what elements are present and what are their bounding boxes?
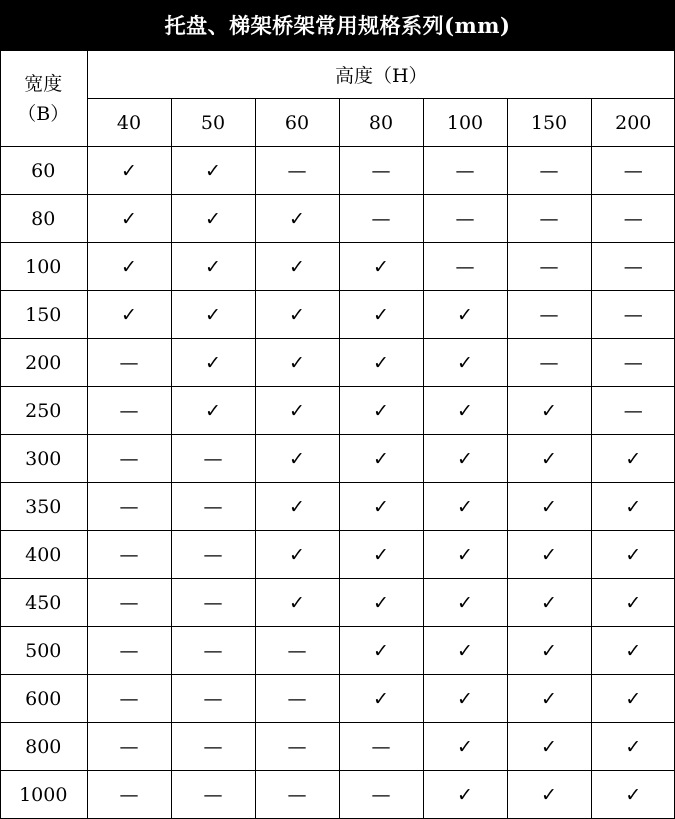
spec-body	[0, 147, 675, 819]
unavailable-dash-mark: —	[507, 339, 591, 387]
height-column-header: 100	[423, 99, 507, 147]
unavailable-dash-mark: —	[507, 195, 591, 243]
unavailable-dash-mark: —	[591, 195, 675, 243]
available-check-mark: ✓	[423, 771, 507, 819]
width-value-cell: 500	[0, 627, 87, 675]
width-value-cell: 350	[0, 483, 87, 531]
available-check-mark: ✓	[87, 243, 171, 291]
unavailable-dash-mark: —	[255, 147, 339, 195]
unavailable-dash-mark: —	[171, 675, 255, 723]
available-check-mark: ✓	[171, 339, 255, 387]
available-check-mark: ✓	[339, 339, 423, 387]
available-check-mark: ✓	[255, 339, 339, 387]
unavailable-dash-mark: —	[87, 723, 171, 771]
width-value-cell: 60	[0, 147, 87, 195]
unavailable-dash-mark: —	[591, 291, 675, 339]
width-value-cell: 400	[0, 531, 87, 579]
available-check-mark: ✓	[339, 675, 423, 723]
width-header-cell	[0, 51, 87, 147]
width-value-cell: 800	[0, 723, 87, 771]
header-row-heights	[0, 99, 675, 147]
available-check-mark: ✓	[339, 579, 423, 627]
unavailable-dash-mark: —	[171, 531, 255, 579]
unavailable-dash-mark: —	[171, 627, 255, 675]
unavailable-dash-mark: —	[339, 771, 423, 819]
width-value-cell: 200	[0, 339, 87, 387]
available-check-mark: ✓	[255, 291, 339, 339]
available-check-mark: ✓	[507, 531, 591, 579]
unavailable-dash-mark: —	[591, 147, 675, 195]
available-check-mark: ✓	[423, 579, 507, 627]
height-column-header: 50	[171, 99, 255, 147]
available-check-mark: ✓	[255, 195, 339, 243]
available-check-mark: ✓	[339, 291, 423, 339]
unavailable-dash-mark: —	[507, 243, 591, 291]
height-column-header: 80	[339, 99, 423, 147]
width-value-cell: 150	[0, 291, 87, 339]
available-check-mark: ✓	[339, 627, 423, 675]
available-check-mark: ✓	[423, 723, 507, 771]
unavailable-dash-mark: —	[339, 147, 423, 195]
available-check-mark: ✓	[255, 483, 339, 531]
available-check-mark: ✓	[87, 291, 171, 339]
available-check-mark: ✓	[339, 435, 423, 483]
table-row	[0, 435, 675, 483]
unavailable-dash-mark: —	[171, 435, 255, 483]
unavailable-dash-mark: —	[255, 771, 339, 819]
width-value-cell: 600	[0, 675, 87, 723]
width-value-cell: 300	[0, 435, 87, 483]
height-column-header: 150	[507, 99, 591, 147]
available-check-mark: ✓	[507, 771, 591, 819]
width-value-cell: 100	[0, 243, 87, 291]
available-check-mark: ✓	[171, 243, 255, 291]
unavailable-dash-mark: —	[87, 579, 171, 627]
table-row	[0, 147, 675, 195]
unavailable-dash-mark: —	[591, 339, 675, 387]
unavailable-dash-mark: —	[87, 531, 171, 579]
height-column-header: 40	[87, 99, 171, 147]
available-check-mark: ✓	[591, 531, 675, 579]
available-check-mark: ✓	[171, 291, 255, 339]
table-title: 托盘、梯架桥架常用规格系列(mm)	[0, 0, 675, 50]
table-row	[0, 195, 675, 243]
unavailable-dash-mark: —	[87, 483, 171, 531]
header-row-height	[0, 51, 675, 99]
table-row	[0, 771, 675, 819]
unavailable-dash-mark: —	[507, 291, 591, 339]
available-check-mark: ✓	[171, 147, 255, 195]
unavailable-dash-mark: —	[423, 195, 507, 243]
available-check-mark: ✓	[591, 579, 675, 627]
available-check-mark: ✓	[591, 627, 675, 675]
available-check-mark: ✓	[507, 435, 591, 483]
unavailable-dash-mark: —	[255, 627, 339, 675]
available-check-mark: ✓	[423, 675, 507, 723]
available-check-mark: ✓	[591, 483, 675, 531]
width-value-cell: 1000	[0, 771, 87, 819]
available-check-mark: ✓	[255, 387, 339, 435]
spec-table	[0, 50, 675, 819]
unavailable-dash-mark: —	[591, 387, 675, 435]
available-check-mark: ✓	[591, 435, 675, 483]
available-check-mark: ✓	[423, 387, 507, 435]
available-check-mark: ✓	[339, 531, 423, 579]
unavailable-dash-mark: —	[507, 147, 591, 195]
unavailable-dash-mark: —	[87, 387, 171, 435]
unavailable-dash-mark: —	[591, 243, 675, 291]
table-row	[0, 483, 675, 531]
available-check-mark: ✓	[423, 531, 507, 579]
height-column-header: 200	[591, 99, 675, 147]
available-check-mark: ✓	[339, 483, 423, 531]
available-check-mark: ✓	[423, 291, 507, 339]
width-value-cell: 80	[0, 195, 87, 243]
available-check-mark: ✓	[507, 579, 591, 627]
table-row	[0, 339, 675, 387]
available-check-mark: ✓	[339, 387, 423, 435]
table-row	[0, 387, 675, 435]
available-check-mark: ✓	[255, 579, 339, 627]
available-check-mark: ✓	[255, 243, 339, 291]
available-check-mark: ✓	[255, 531, 339, 579]
available-check-mark: ✓	[507, 627, 591, 675]
unavailable-dash-mark: —	[171, 483, 255, 531]
available-check-mark: ✓	[255, 435, 339, 483]
unavailable-dash-mark: —	[423, 243, 507, 291]
unavailable-dash-mark: —	[339, 195, 423, 243]
height-header-label: 高度（H）	[87, 51, 675, 99]
unavailable-dash-mark: —	[171, 723, 255, 771]
available-check-mark: ✓	[339, 243, 423, 291]
width-value-cell: 250	[0, 387, 87, 435]
unavailable-dash-mark: —	[423, 147, 507, 195]
unavailable-dash-mark: —	[87, 339, 171, 387]
width-value-cell: 450	[0, 579, 87, 627]
table-row	[0, 627, 675, 675]
table-row	[0, 243, 675, 291]
unavailable-dash-mark: —	[87, 435, 171, 483]
table-row	[0, 531, 675, 579]
unavailable-dash-mark: —	[87, 771, 171, 819]
available-check-mark: ✓	[423, 339, 507, 387]
unavailable-dash-mark: —	[171, 771, 255, 819]
width-header-label: 宽度	[24, 72, 63, 95]
available-check-mark: ✓	[87, 147, 171, 195]
available-check-mark: ✓	[423, 627, 507, 675]
available-check-mark: ✓	[507, 387, 591, 435]
width-header-unit: （B）	[17, 102, 70, 125]
table-row	[0, 291, 675, 339]
table-row	[0, 579, 675, 627]
unavailable-dash-mark: —	[87, 675, 171, 723]
available-check-mark: ✓	[171, 195, 255, 243]
available-check-mark: ✓	[87, 195, 171, 243]
unavailable-dash-mark: —	[171, 579, 255, 627]
height-column-header: 60	[255, 99, 339, 147]
unavailable-dash-mark: —	[87, 627, 171, 675]
available-check-mark: ✓	[591, 675, 675, 723]
available-check-mark: ✓	[507, 723, 591, 771]
unavailable-dash-mark: —	[255, 675, 339, 723]
available-check-mark: ✓	[507, 483, 591, 531]
unavailable-dash-mark: —	[255, 723, 339, 771]
table-row	[0, 723, 675, 771]
available-check-mark: ✓	[423, 435, 507, 483]
unavailable-dash-mark: —	[339, 723, 423, 771]
available-check-mark: ✓	[171, 387, 255, 435]
available-check-mark: ✓	[591, 771, 675, 819]
table-row	[0, 675, 675, 723]
available-check-mark: ✓	[423, 483, 507, 531]
available-check-mark: ✓	[507, 675, 591, 723]
available-check-mark: ✓	[591, 723, 675, 771]
